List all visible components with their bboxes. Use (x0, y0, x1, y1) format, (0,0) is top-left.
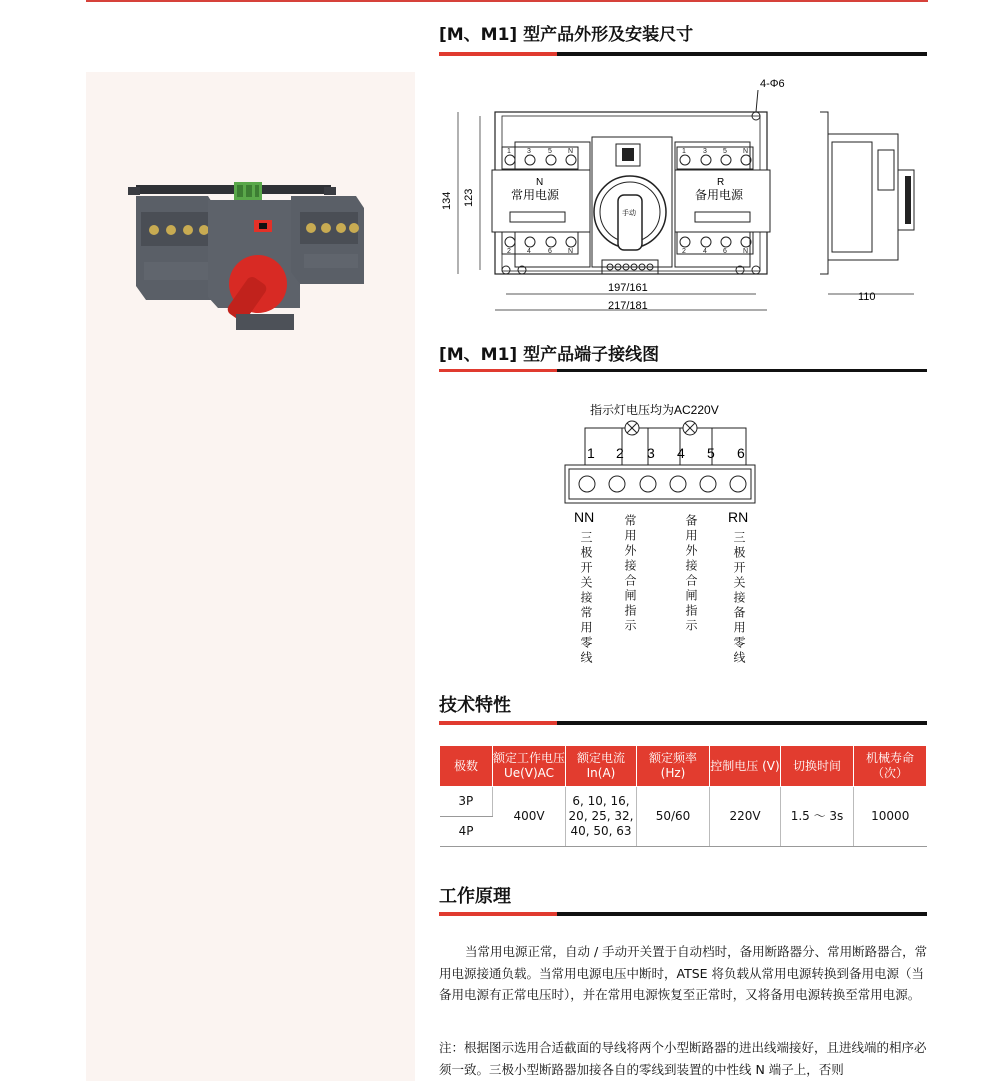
svg-text:6: 6 (548, 248, 552, 255)
svg-text:3: 3 (527, 148, 531, 155)
svg-text:N: N (743, 148, 749, 155)
product-photo-panel (86, 72, 415, 1081)
current-value: 6, 10, 16, 20, 25, 32, 40, 50, 63 (566, 787, 637, 847)
wiring-label-4: 三极开关接备用零线 (732, 531, 746, 666)
spec-table (439, 745, 927, 847)
header-life: 机械寿命 （次） (854, 746, 927, 787)
svg-text:134: 134 (441, 191, 453, 210)
svg-text:5: 5 (548, 148, 552, 155)
life-value: 10000 (854, 787, 927, 847)
pole-3p: 3P (440, 787, 493, 817)
svg-text:R: R (717, 177, 725, 188)
svg-text:N: N (536, 177, 544, 188)
switch-time-value: 1.5 ～ 3s (781, 787, 854, 847)
svg-text:5: 5 (707, 445, 715, 461)
spec-header-row (440, 746, 927, 787)
svg-text:备用电源: 备用电源 (695, 188, 744, 202)
frequency-value: 50/60 (637, 787, 710, 847)
svg-text:6: 6 (723, 248, 727, 255)
svg-text:3: 3 (647, 445, 655, 461)
header-voltage: 额定工作电压 Ue(V)AC (493, 746, 566, 787)
wiring-label-1: 三极开关接常用零线 (579, 531, 593, 666)
svg-text:123: 123 (463, 188, 475, 207)
header-current: 额定电流 In(A) (566, 746, 637, 787)
svg-text:N: N (568, 248, 574, 255)
top-rule (86, 0, 928, 2)
svg-text:RN: RN (728, 509, 749, 525)
svg-text:4: 4 (677, 445, 685, 461)
svg-text:1: 1 (507, 148, 511, 155)
svg-text:2: 2 (616, 445, 624, 461)
svg-text:1: 1 (587, 445, 595, 461)
svg-text:3: 3 (703, 148, 707, 155)
header-frequency: 额定频率 (Hz) (637, 746, 710, 787)
header-switch-time: 切换时间 (781, 746, 854, 787)
svg-text:N: N (743, 248, 749, 255)
specs-title-bar (439, 721, 927, 725)
svg-text:5: 5 (723, 148, 727, 155)
svg-text:指示灯电压均为AC220V: 指示灯电压均为AC220V (590, 403, 719, 417)
wiring-title: [M、M1] 型产品端子接线图 (439, 345, 660, 365)
principle-title-bar (439, 912, 927, 916)
principle-paragraph: 当常用电源正常，自动 / 手动开关置于自动档时，备用断路器分、常用断路器合，常用电源接通负载。当常用电源电压中断时，ATSE 将负载从常用电源转换到备用电源（当备用电源有正常电压时），并在常用电源恢复至正常时，又将备用电源转换至常用电源。 (439, 944, 928, 1002)
svg-text:N: N (568, 148, 574, 155)
svg-text:NN: NN (574, 509, 595, 525)
header-poles: 极数 (440, 746, 493, 787)
svg-text:1: 1 (682, 148, 686, 155)
svg-text:2: 2 (507, 248, 511, 255)
wiring-title-bar (439, 369, 927, 372)
specs-title: 技术特性 (439, 695, 511, 716)
svg-text:手动: 手动 (622, 210, 636, 217)
svg-text:217/181: 217/181 (608, 300, 648, 312)
voltage-value: 400V (493, 787, 566, 847)
dimensions-title: [M、M1] 型产品外形及安装尺寸 (439, 25, 694, 45)
dimension-drawing (430, 72, 930, 322)
wiring-label-3: 备用外接合闸指示 (684, 514, 698, 634)
dimensions-title-bar (439, 52, 927, 56)
wiring-diagram (560, 395, 780, 525)
wiring-label-2: 常用外接合闸指示 (623, 514, 637, 634)
principle-note: 注：根据图示选用合适截面的导线将两个小型断路器的进出线端接好，且进线端的相序必须一致。三极小型断路器加接各自的零线到装置的中性线 N 端子上，否则 (439, 1040, 927, 1077)
svg-text:常用电源: 常用电源 (511, 188, 560, 202)
svg-text:110: 110 (858, 291, 876, 303)
svg-text:4: 4 (527, 248, 531, 255)
svg-text:4-Φ6: 4-Φ6 (760, 78, 785, 90)
principle-title: 工作原理 (439, 886, 511, 907)
control-voltage-value: 220V (710, 787, 781, 847)
svg-text:197/161: 197/161 (608, 282, 648, 294)
pole-4p: 4P (440, 817, 493, 847)
product-photo (86, 72, 415, 372)
svg-text:4: 4 (703, 248, 707, 255)
svg-text:6: 6 (737, 445, 745, 461)
svg-text:2: 2 (682, 248, 686, 255)
header-control-voltage: 控制电压 (V) (710, 746, 781, 787)
table-row (440, 787, 927, 817)
